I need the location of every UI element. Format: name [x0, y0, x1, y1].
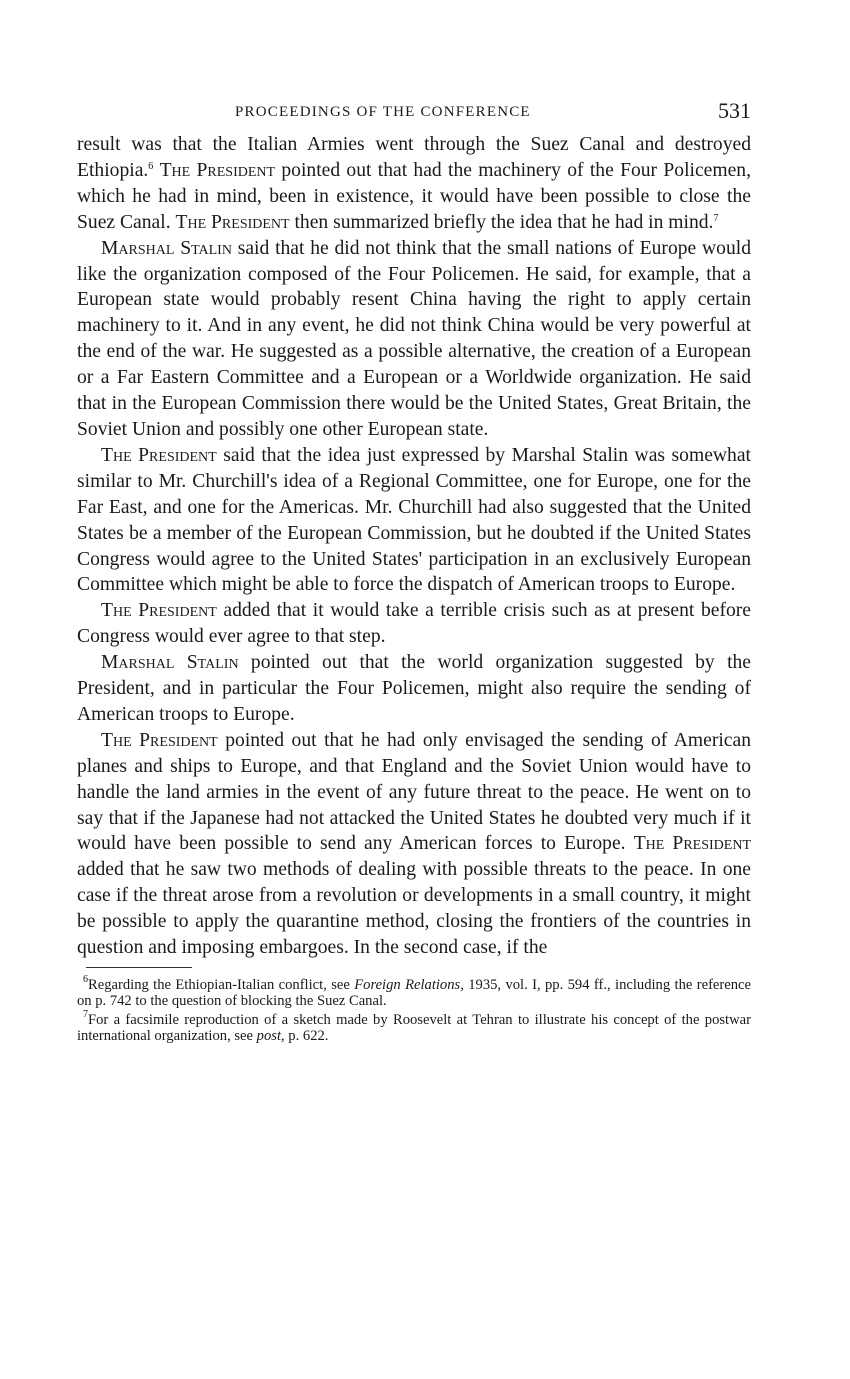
running-title: PROCEEDINGS OF THE CONFERENCE	[235, 104, 531, 120]
speaker-name: The President	[633, 833, 751, 855]
paragraph-4: The President added that it would take a terrible crisis such as at present before Congress would ever agree to that step.	[77, 600, 751, 648]
speaker-name: The President	[101, 600, 217, 622]
publication-title: Foreign Relations	[354, 977, 461, 993]
speaker-name: The President	[101, 729, 218, 751]
paragraph-2: Marshal Stalin said that he did not think that the small nations of Europe would like the organization composed of the Four Policemen. He said, for example, that a European state would probably resent China having the right to apply certain machinery to it. And in any event, he did not think China would be very powerful at the end of the war. He suggested as a possible alternative, the creation of a European or a Far Eastern Committee and a European or a Worldwide organization. He said that in the European Commission there would be the United States, Great Britain, the Soviet Union and possibly one other European state.	[77, 237, 751, 440]
page-number: 531	[718, 98, 751, 123]
paragraph-3: The President said that the idea just expressed by Marshal Stalin was somewhat similar to Mr. Churchill's idea of a Regional Committee, one for Europe, one for the Far East, and one for the Americas. Mr. Churchill had also suggested that the United States be a member of the European Commission, but he doubted if the United States Congress would agree to the United States' participation in an exclusively European Committee which might be able to force the dispatch of American troops to Europe.	[77, 444, 751, 596]
speaker-name: Marshal Stalin	[101, 237, 232, 259]
body-text	[77, 132, 751, 961]
speaker-name: The President	[175, 211, 290, 233]
page-header	[77, 92, 751, 132]
footnote-7: $^7$For a facsimile reproduction of a sketch made by Roosevelt at Tehran to illustrate his concept of the postwar international organization, see post, p. 622.	[77, 1009, 751, 1044]
speaker-name: The President	[101, 444, 217, 466]
footnote-divider	[86, 967, 192, 968]
paragraph-1: result was that the Italian Armies went through the Suez Canal and destroyed Ethiopia.$^6$ The President pointed out that had the machinery of the Four Policemen, which he had in mind, been in existence, it would have been possible to close the Suez Canal. The President then summarized briefly the idea that he had in mind.$^7$	[77, 134, 751, 233]
footnote-6: $^6$Regarding the Ethiopian-Italian conflict, see Foreign Relations, 1935, vol. I, pp. 594 ff., including the reference on p. 742 to the question of blocking the Suez Canal.	[77, 974, 751, 1009]
document-page	[77, 92, 751, 1048]
footnotes	[77, 974, 751, 1044]
paragraph-5: Marshal Stalin pointed out that the world organization suggested by the President, and in particular the Four Policemen, might also require the sending of American troops to Europe.	[77, 652, 752, 725]
paragraph-6: The President pointed out that he had only envisaged the sending of American planes and ships to Europe, and that England and the Soviet Union would have to handle the land armies in the event of any future threat to the peace. He went on to say that if the Japanese had not attacked the United States he doubted very much if it would have been possible to send any American forces to Europe. The President added that he saw two methods of dealing with possible threats to the peace. In one case if the threat arose from a revolution or developments in a small country, it might be possible to apply the quarantine method, closing the frontiers of the countries in question and imposing embargoes. In the second case, if the	[77, 729, 751, 959]
footnote-mark: 6	[83, 974, 88, 985]
footnote-ref-7[interactable]: 7	[713, 212, 719, 224]
footnote-mark: 7	[83, 1009, 88, 1021]
speaker-name: The President	[159, 159, 276, 181]
footnote-ref-6[interactable]: 6	[148, 160, 154, 172]
speaker-name: Marshal Stalin	[101, 652, 239, 674]
post-reference: post	[256, 1027, 281, 1044]
